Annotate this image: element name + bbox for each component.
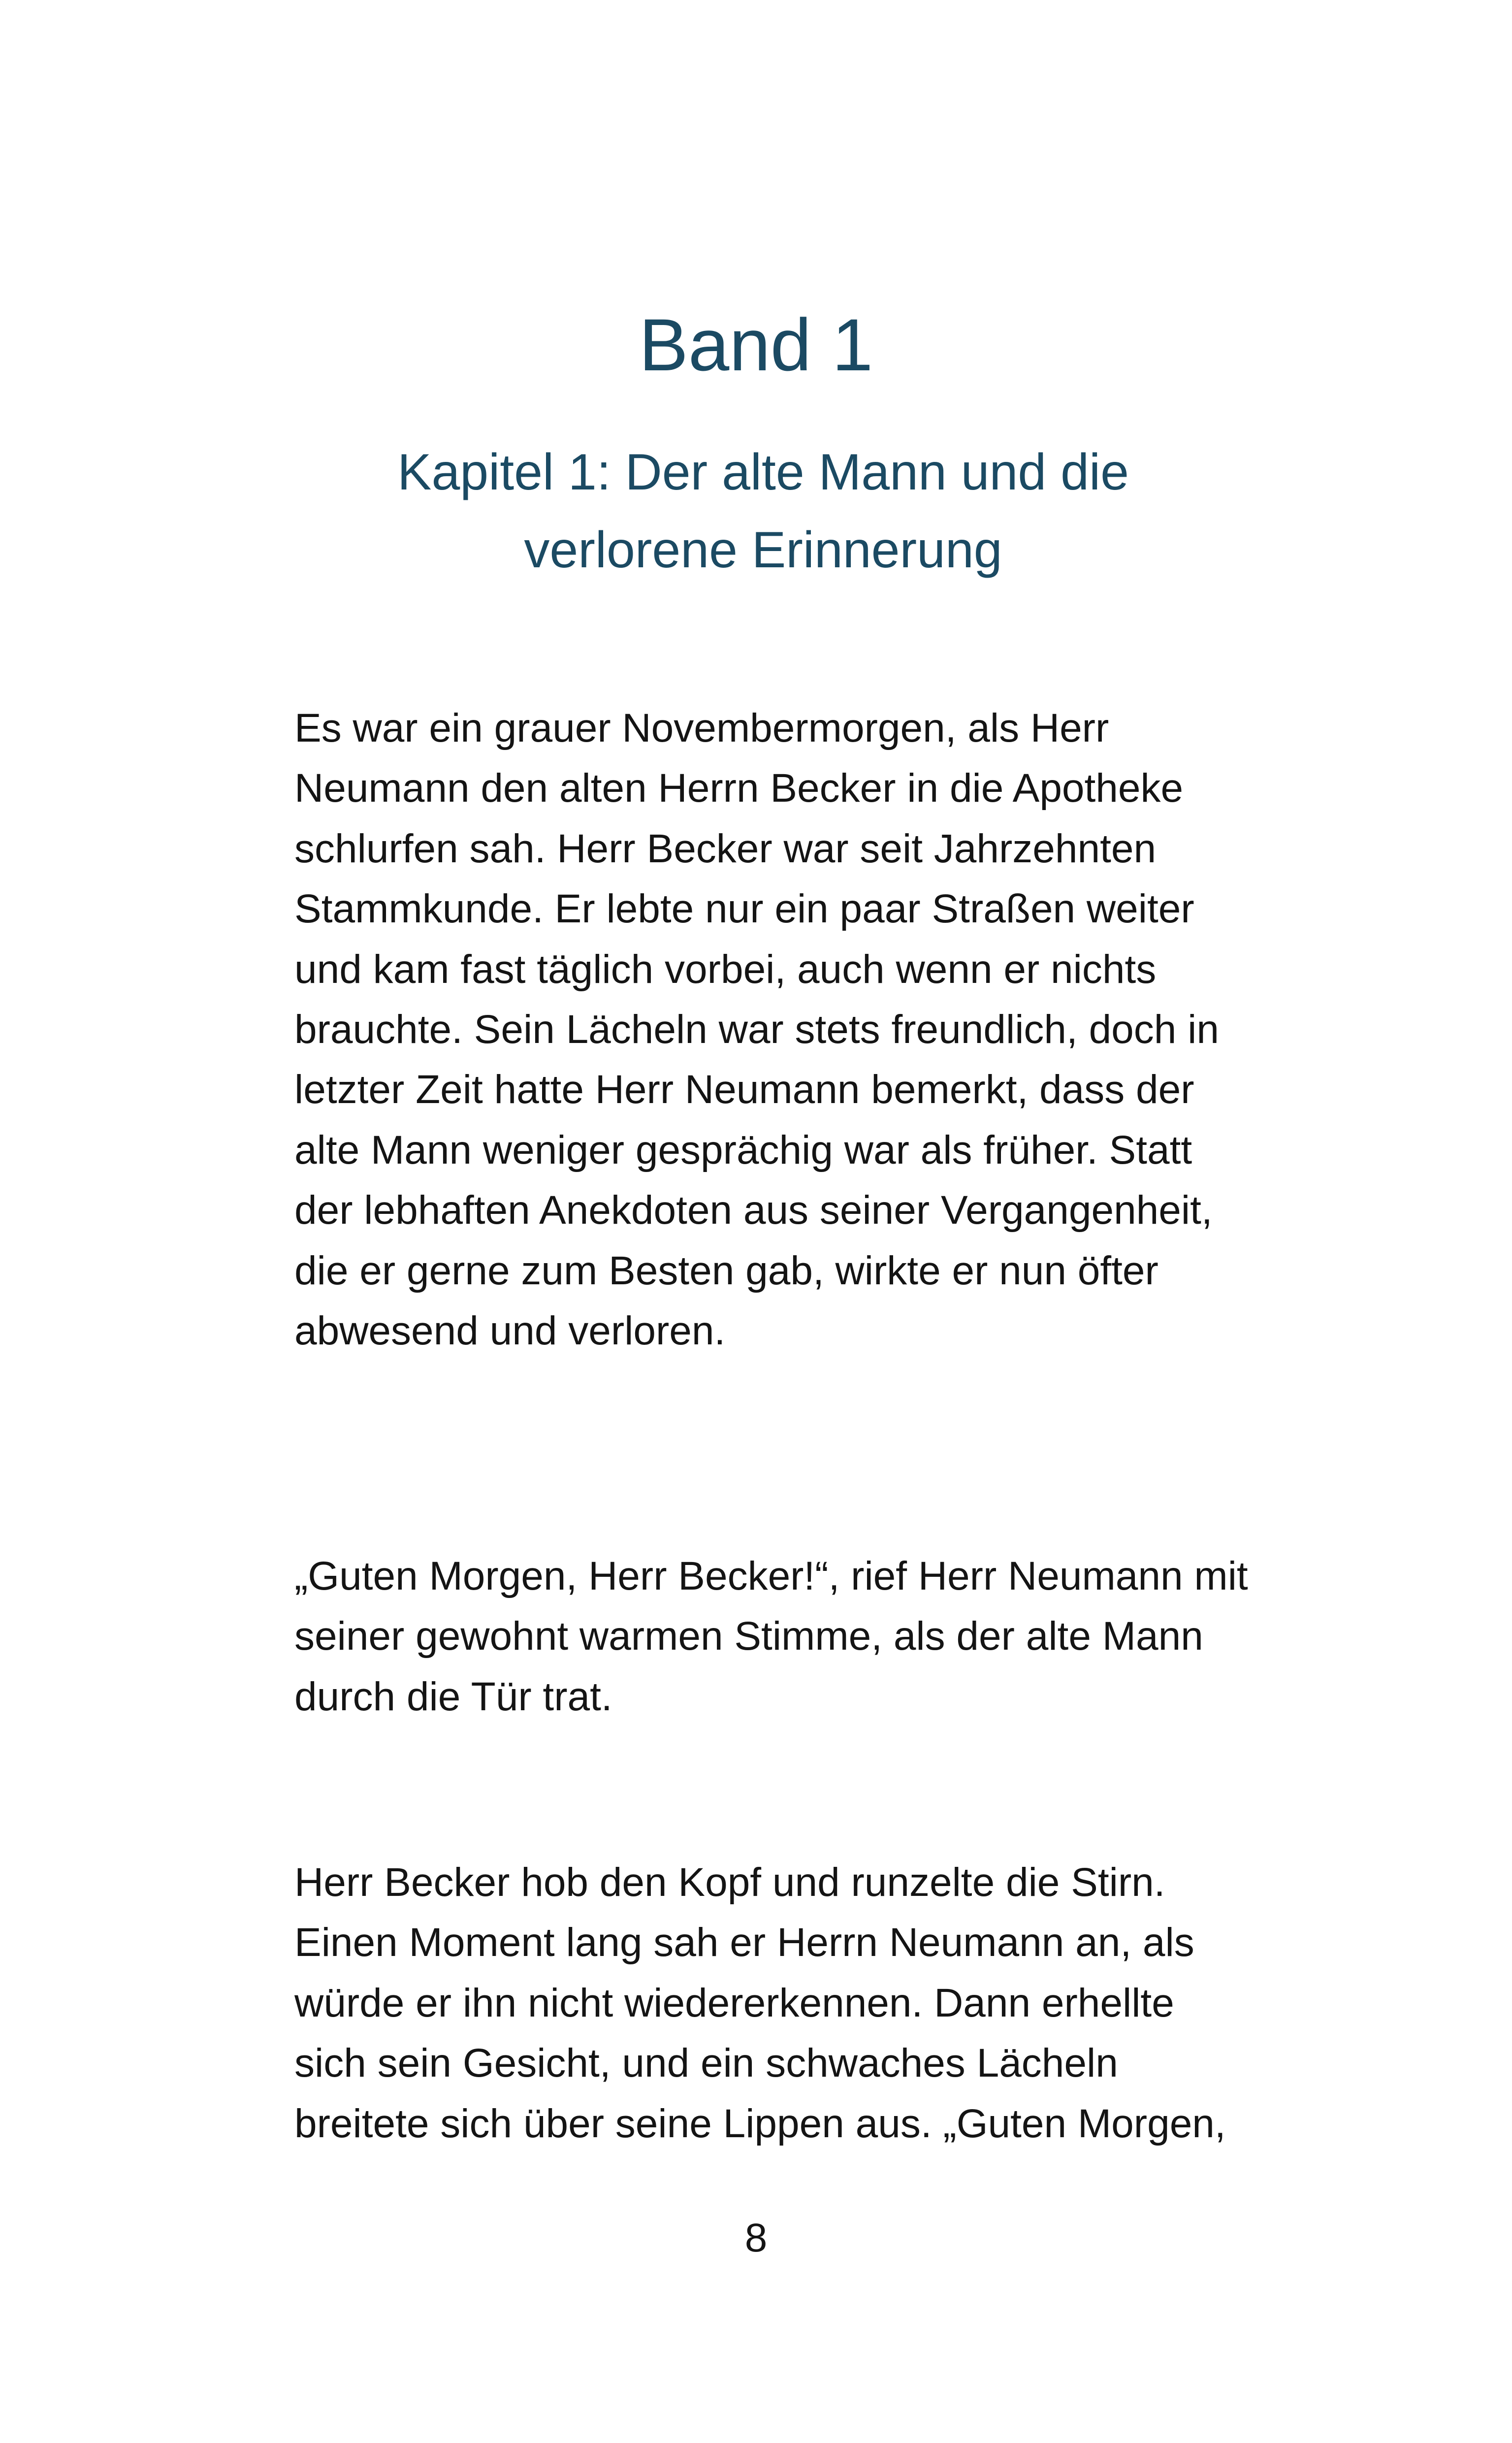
band-title: Band 1 [639,303,873,386]
chapter-title: Kapitel 1: Der alte Mann und die verlorene Erinnerung [397,444,1129,579]
paragraph-1: Es war ein grauer Novembermorgen, als Herr Neumann den alten Herrn Becker in die Apotheke schlurfen sah. Herr Becker war seit Jahrzehnten Stammkunde. Er lebte nur ein paar Straßen weiter und kam fast täglich vorbei, auch wenn er nichts brauchte. Sein Lächeln war stets freundlich, doch in letzter Zeit hatte Herr Neumann bemerkt, dass der alte Mann weniger gesprächig war als früher. Statt der lebhaften Anekdoten aus seiner Vergangenheit, die er gerne zum Besten gab, wirkte er nun öfter abwesend und verloren. [294,706,1219,1354]
paragraph-2: „Guten Morgen, Herr Becker!“, rief Herr Neumann mit seiner gewohnt warmen Stimme, als der alte Mann durch die Tür trat. [294,1554,1248,1719]
page-number: 8 [744,2215,768,2260]
paragraph-3: Herr Becker hob den Kopf und runzelte die Stirn. Einen Moment lang sah er Herrn Neumann an, als würde er ihn nicht wiedererkennen. Dann erhellte sich sein Gesicht, und ein schwaches Lächeln breitete sich über seine Lippen aus. „Guten Morgen, [294,1860,1226,2146]
